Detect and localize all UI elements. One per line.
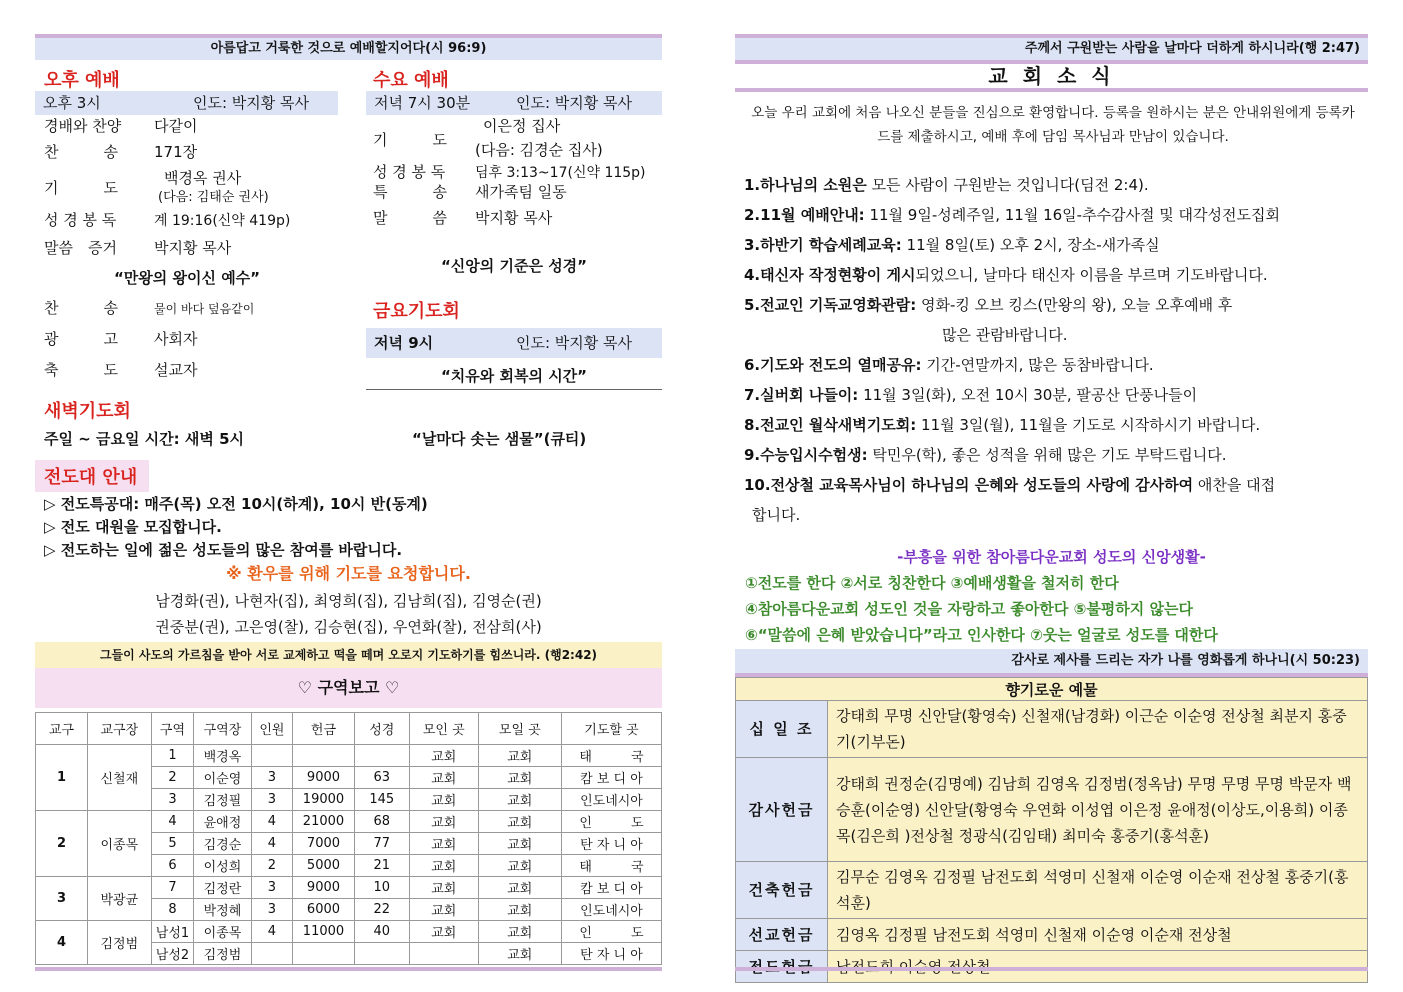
- news-item-bold: 2.11월 예배안내:: [744, 206, 865, 224]
- evangelism-title: 전도대 안내: [35, 460, 149, 492]
- left-bottom-verse: 그들이 사도의 가르침을 받아 서로 교제하고 떡을 떼며 오로지 기도하기를 힘쓰니라. (행2:42): [35, 642, 662, 668]
- afternoon-time-bar: [35, 91, 338, 115]
- news-item-text: 많은 관람바랍니다.: [942, 326, 1068, 344]
- news-item-bold: 6.기도와 전도의 열매공유:: [744, 356, 922, 374]
- table-cell: 145: [354, 789, 409, 811]
- patients-line-2: 권중분(권), 고은영(찰), 김승현(집), 우연화(찰), 전삼희(사): [155, 618, 542, 636]
- revival-item: ④참아름다운교회 성도인 것을 자랑하고 좋아한다 ⑤불평하지 않는다: [745, 600, 1193, 618]
- revival-item: ⑥“말씀에 은혜 받았습니다”라고 인사한다 ⑦웃는 얼굴로 성도를 대한다: [745, 626, 1218, 644]
- table-cell: 김정필: [194, 789, 251, 811]
- table-cell: [293, 745, 354, 767]
- news-title: 교 회 소 식: [988, 64, 1115, 88]
- table-row: [36, 877, 662, 899]
- news-list: [744, 170, 1364, 530]
- afternoon-order: [44, 116, 344, 264]
- afternoon-sermon: “만왕의 왕이신 예수”: [113, 269, 261, 287]
- news-item-text: 11월 3일(화), 오전 10시 30분, 팔공산 단풍나들이: [858, 386, 1198, 404]
- welcome-text: 오늘 우리 교회에 처음 나오신 분들을 진심으로 환영합니다. 등록을 원하시는 분은 안내위원에게 등록카드를 제출하시고, 예배 후에 담임 목사님과 만남이 있습니다.: [751, 105, 1355, 145]
- column-header: 기도할 곳: [561, 713, 661, 745]
- news-item: [744, 260, 1364, 290]
- evangelism-list: [44, 493, 428, 562]
- table-row: [36, 745, 662, 767]
- table-cell: 인도네시아: [561, 789, 661, 811]
- table-cell: 3: [251, 877, 293, 899]
- table-cell: 이종목: [194, 921, 251, 943]
- order-value: 박지황 목사: [154, 239, 232, 257]
- news-item: [744, 230, 1364, 260]
- table-cell: 5: [151, 833, 194, 855]
- table-cell: 탄 자 니 아: [561, 833, 661, 855]
- offering-row: [736, 919, 1368, 951]
- friday-time: 저녁 9시: [374, 334, 434, 352]
- table-cell: 교회: [409, 789, 478, 811]
- table-cell: 이성희: [194, 855, 251, 877]
- news-item-bold: 10.전상철 교육목사님이 하나님의 은혜와 성도들의 사랑에 감사하여: [744, 476, 1194, 494]
- parish-leader-cell: 신철재: [88, 745, 152, 811]
- parish-leader-cell: 이종목: [88, 811, 152, 877]
- table-row: [36, 921, 662, 943]
- offering-label: 십 일 조: [736, 701, 828, 758]
- table-cell: [354, 943, 409, 965]
- divider: [35, 967, 662, 971]
- revival-list: [745, 570, 1218, 648]
- news-item-text: 11월 3일(월), 11월을 기도로 시작하시기 바랍니다.: [916, 416, 1261, 434]
- table-cell: 68: [354, 811, 409, 833]
- table-cell: 교회: [478, 921, 561, 943]
- table-cell: [293, 943, 354, 965]
- parish-cell: 3: [36, 877, 88, 921]
- left-top-verse: 아름답고 거룩한 것으로 예배할지어다(시 96:9): [35, 34, 662, 60]
- table-cell: 22: [354, 899, 409, 921]
- afternoon-order-2: [44, 298, 344, 391]
- table-cell: 교회: [409, 811, 478, 833]
- offering-label: 건축헌금: [736, 862, 828, 919]
- wednesday-time-bar: [366, 91, 662, 115]
- dawn-title: 새벽기도회: [44, 401, 131, 422]
- column-header: 구역장: [194, 713, 251, 745]
- news-item-text: 기간-연말까지, 많은 동참바랍니다.: [921, 356, 1154, 374]
- afternoon-time: 오후 3시: [43, 94, 101, 112]
- news-item: [744, 470, 1364, 500]
- column-header: 모일 곳: [478, 713, 561, 745]
- district-table-body: [36, 745, 662, 965]
- table-cell: 2: [151, 767, 194, 789]
- table-cell: 77: [354, 833, 409, 855]
- table-cell: 9000: [293, 767, 354, 789]
- table-cell: 박정혜: [194, 899, 251, 921]
- news-item-bold: 4.태신자 작정현황이 게시: [744, 266, 916, 284]
- news-item-bold: 8.전교인 월삭새벽기도회:: [744, 416, 917, 434]
- column-header: 교구장: [88, 713, 152, 745]
- order-label: 찬 송: [44, 299, 118, 317]
- revival-title: -부흥을 위한 참아름다운교회 성도의 신앙생활-: [897, 548, 1206, 566]
- news-item: [744, 200, 1364, 230]
- table-cell: 태 국: [561, 745, 661, 767]
- table-cell: 21000: [293, 811, 354, 833]
- order-label: 축 도: [44, 361, 118, 379]
- table-cell: 6000: [293, 899, 354, 921]
- revival-item: ①전도를 한다 ②서로 칭찬한다 ③예배생활을 철저히 한다: [745, 574, 1119, 592]
- table-cell: 21: [354, 855, 409, 877]
- order-sub: (다음: 김경순 집사): [475, 141, 603, 159]
- table-cell: 교회: [478, 767, 561, 789]
- order-label: 찬 송: [44, 143, 118, 161]
- order-label: 말 씀: [373, 209, 447, 227]
- order-value: 박지황 목사: [475, 209, 553, 227]
- district-table: [35, 712, 662, 965]
- table-cell: 윤애정: [194, 811, 251, 833]
- table-cell: 4: [251, 833, 293, 855]
- table-cell: 2: [251, 855, 293, 877]
- table-cell: 인도네시아: [561, 899, 661, 921]
- friday-leader: 인도: 박지황 목사: [516, 334, 633, 352]
- column-header: 교구: [36, 713, 88, 745]
- order-label: 경배와 찬양: [44, 117, 122, 135]
- table-cell: 3: [251, 767, 293, 789]
- table-cell: 4: [251, 921, 293, 943]
- news-item: [744, 410, 1364, 440]
- wednesday-sermon: “신앙의 기준은 성경”: [440, 257, 588, 275]
- friday-time-bar: [366, 328, 662, 358]
- table-cell: 8: [151, 899, 194, 921]
- table-cell: 9000: [293, 877, 354, 899]
- wednesday-order: [373, 116, 663, 234]
- table-cell: 4: [151, 811, 194, 833]
- friday-title: 금요기도회: [373, 301, 460, 322]
- news-item-bold: 3.하반기 학습세례교육:: [744, 236, 902, 254]
- column-header: 인원: [251, 713, 293, 745]
- afternoon-title: 오후 예배: [44, 70, 120, 91]
- table-cell: 교회: [409, 921, 478, 943]
- table-cell: [354, 745, 409, 767]
- news-item: [744, 440, 1364, 470]
- order-value: 171장: [154, 143, 198, 161]
- news-item-text: 탁민우(학), 좋은 성적을 위해 많은 기도 부탁드립니다.: [867, 446, 1227, 464]
- wednesday-leader: 인도: 박지황 목사: [516, 94, 633, 112]
- news-item-text: 영화-킹 오브 킹스(만왕의 왕), 오늘 오후예배 후: [916, 296, 1233, 314]
- order-label: 특 송: [373, 183, 447, 201]
- order-sub: (다음: 김태순 권사): [158, 190, 269, 205]
- column-header: 구역: [151, 713, 194, 745]
- order-value: 새가족팀 일동: [475, 183, 567, 201]
- divider: [735, 967, 1368, 971]
- order-value: 이은정 집사: [483, 117, 561, 135]
- dawn-time: 주일 ~ 금요일 시간: 새벽 5시: [44, 430, 245, 448]
- order-value: 딤후 3:13~17(신약 115p): [475, 165, 646, 181]
- news-item: [744, 350, 1364, 380]
- evangelism-item: ▷ 전도특공대: 매주(목) 오전 10시(하계), 10시 반(동계): [44, 495, 428, 513]
- divider: [735, 88, 1368, 92]
- table-cell: 11000: [293, 921, 354, 943]
- order-value: 다같이: [154, 117, 198, 135]
- offering-row: [736, 862, 1368, 919]
- table-cell: 교회: [478, 943, 561, 965]
- offering-row: [736, 758, 1368, 862]
- column-header: 성경: [354, 713, 409, 745]
- afternoon-leader: 인도: 박지황 목사: [193, 94, 310, 112]
- order-value: 백경옥 권사: [164, 169, 242, 187]
- news-item-text: 애찬을 대접: [1193, 476, 1276, 494]
- table-cell: 캄 보 디 아: [561, 767, 661, 789]
- table-cell: 교회: [409, 899, 478, 921]
- table-cell: 남성2: [151, 943, 194, 965]
- table-cell: [251, 943, 293, 965]
- evangelism-item: ▷ 전도 대원을 모집합니다.: [44, 518, 222, 536]
- news-item-bold: 5.전교인 기독교영화관람:: [744, 296, 917, 314]
- news-item: [744, 500, 1364, 530]
- news-item-bold: 9.수능입시수험생:: [744, 446, 868, 464]
- table-cell: 3: [151, 789, 194, 811]
- parish-leader-cell: 박광균: [88, 877, 152, 921]
- order-value: 물이 바다 덮음같이: [154, 302, 255, 316]
- table-cell: 1: [151, 745, 194, 767]
- friday-theme: “치유와 회복의 시간”: [440, 367, 588, 385]
- column-header: 헌금: [293, 713, 354, 745]
- table-cell: 5000: [293, 855, 354, 877]
- news-item-text: 합니다.: [752, 506, 801, 524]
- table-cell: 교회: [478, 745, 561, 767]
- order-label: 성 경 봉 독: [373, 163, 446, 181]
- news-item-text: 되었으니, 날마다 태신자 이름을 부르며 기도바랍니다.: [915, 266, 1268, 284]
- table-cell: [409, 943, 478, 965]
- offering-table: [735, 700, 1368, 983]
- offering-label: 선교헌금: [736, 919, 828, 951]
- table-cell: 교회: [478, 811, 561, 833]
- table-cell: 태 국: [561, 855, 661, 877]
- table-cell: 7: [151, 877, 194, 899]
- table-cell: 교회: [409, 833, 478, 855]
- table-cell: 63: [354, 767, 409, 789]
- news-item-text: 11월 9일-성례주일, 11월 16일-추수감사절 및 대각성전도집회: [864, 206, 1280, 224]
- table-cell: 10: [354, 877, 409, 899]
- news-item-text: 모든 사람이 구원받는 것입니다(딤전 2:4).: [866, 176, 1149, 194]
- table-cell: 교회: [478, 833, 561, 855]
- table-cell: 남성1: [151, 921, 194, 943]
- column-header: 모인 곳: [409, 713, 478, 745]
- offering-row: [736, 701, 1368, 758]
- table-cell: 교회: [478, 877, 561, 899]
- parish-leader-cell: 김정범: [88, 921, 152, 965]
- table-cell: 6: [151, 855, 194, 877]
- table-cell: 교회: [478, 789, 561, 811]
- patients-line-1: 남경화(권), 나현자(집), 최영희(집), 김남희(집), 김영순(권): [155, 592, 542, 610]
- table-cell: 인 도: [561, 811, 661, 833]
- dawn-theme: “날마다 솟는 샘물”(큐티): [412, 430, 587, 448]
- order-value: 사회자: [154, 330, 198, 348]
- table-cell: 캄 보 디 아: [561, 877, 661, 899]
- news-item: [744, 170, 1364, 200]
- table-cell: 교회: [409, 855, 478, 877]
- offering-names: 김무순 김영옥 김정필 남전도회 석영미 신철재 이순영 이순재 전상철 홍중기(홍석훈): [828, 862, 1368, 919]
- table-cell: 김정란: [194, 877, 251, 899]
- table-cell: 탄 자 니 아: [561, 943, 661, 965]
- table-cell: 19000: [293, 789, 354, 811]
- order-label: 말씀 증거: [44, 239, 117, 257]
- evangelism-item: ▷ 전도하는 일에 젊은 성도들의 많은 참여를 바랍니다.: [44, 541, 403, 559]
- table-cell: 4: [251, 811, 293, 833]
- wednesday-title: 수요 예배: [373, 70, 449, 91]
- right-top-verse: 주께서 구원받는 사람을 날마다 더하게 하시니라(행 2:47): [735, 34, 1368, 64]
- offering-names: 강태희 권정순(김명예) 김남희 김영옥 김정범(정옥남) 무명 무명 무명 박문자 백승훈(이순영) 신안달(황영숙 우연화 이성엽 이은정 윤애정(이상도,이용희) 이종목(김은희 )전상철 정광식(김임태) 최미숙 홍중기(홍석훈): [828, 758, 1368, 862]
- news-item-text: 11월 8일(토) 오후 2시, 장소-새가족실: [901, 236, 1160, 254]
- news-item: [744, 380, 1364, 410]
- table-cell: 교회: [409, 877, 478, 899]
- parish-cell: 4: [36, 921, 88, 965]
- table-cell: 교회: [409, 767, 478, 789]
- table-cell: 교회: [478, 855, 561, 877]
- table-cell: 교회: [409, 745, 478, 767]
- parish-cell: 2: [36, 811, 88, 877]
- prayer-request: ※ 환우를 위해 기도를 요청합니다.: [226, 564, 471, 583]
- table-cell: 3: [251, 789, 293, 811]
- table-cell: 이순영: [194, 767, 251, 789]
- table-cell: 김경순: [194, 833, 251, 855]
- table-cell: 인 도: [561, 921, 661, 943]
- news-item: [744, 320, 1364, 350]
- offering-names: 김영옥 김정필 남전도회 석영미 신철재 이순영 이순재 전상철: [828, 919, 1368, 951]
- parish-cell: 1: [36, 745, 88, 811]
- order-value: 설교자: [154, 361, 198, 379]
- order-label: 기 도: [373, 131, 447, 149]
- right-bottom-verse: 감사로 제사를 드리는 자가 나를 영화롭게 하나니(시 50:23): [735, 649, 1368, 673]
- table-cell: 김정범: [194, 943, 251, 965]
- order-label: 성 경 봉 독: [44, 211, 117, 229]
- news-item-bold: 7.실버회 나들이:: [744, 386, 859, 404]
- offering-title: 향기로운 예물: [735, 677, 1368, 703]
- table-row: [36, 811, 662, 833]
- table-cell: 40: [354, 921, 409, 943]
- offering-names: 강태희 무명 신안달(황영숙) 신철재(남경화) 이근순 이순영 전상철 최분지 홍중기(기부돈): [828, 701, 1368, 758]
- table-cell: [251, 745, 293, 767]
- divider: [366, 389, 662, 390]
- table-header-row: [36, 713, 662, 745]
- table-cell: 7000: [293, 833, 354, 855]
- order-label: 광 고: [44, 330, 118, 348]
- district-title: ♡ 구역보고 ♡: [35, 668, 662, 708]
- offering-label: 감사헌금: [736, 758, 828, 862]
- order-label: 기 도: [44, 179, 118, 197]
- table-cell: 백경옥: [194, 745, 251, 767]
- order-value: 계 19:16(신약 419p): [154, 213, 291, 229]
- news-item-bold: 1.하나님의 소원은: [744, 176, 867, 194]
- news-item: [744, 290, 1364, 320]
- table-cell: 3: [251, 899, 293, 921]
- wednesday-time: 저녁 7시 30분: [374, 94, 471, 112]
- table-cell: 교회: [478, 899, 561, 921]
